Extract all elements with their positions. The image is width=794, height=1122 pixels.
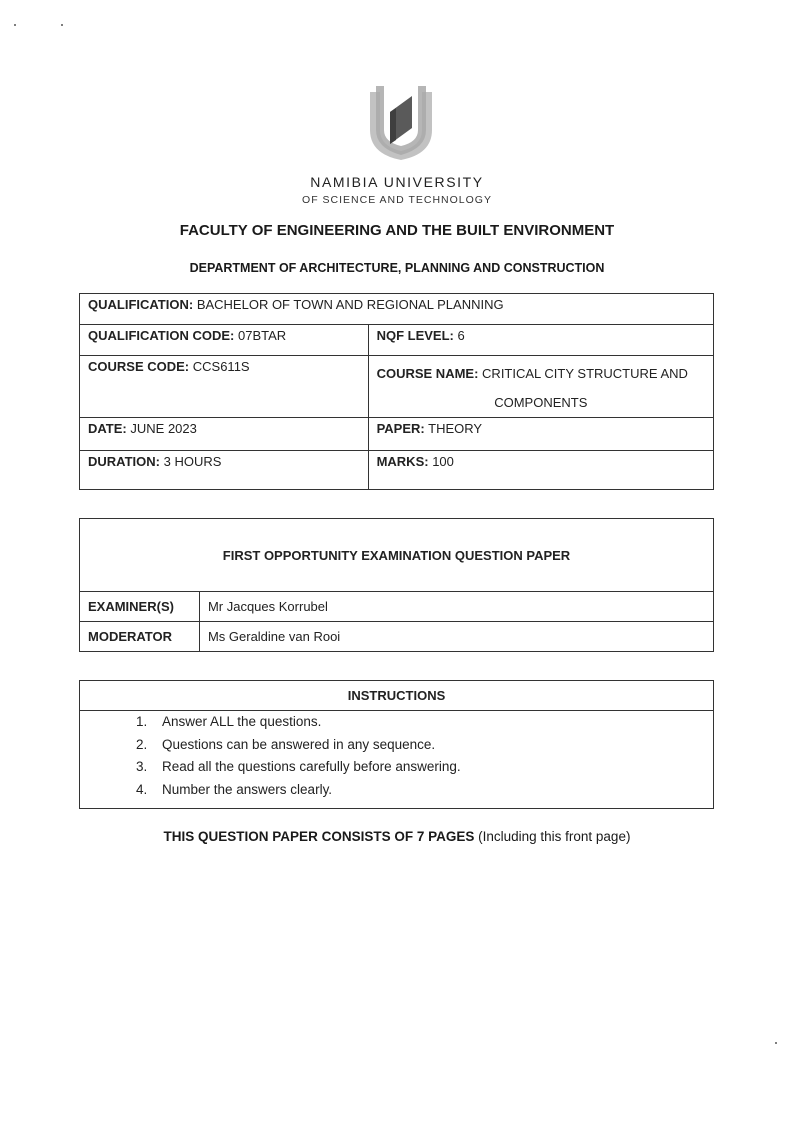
nqf-level-cell: [368, 325, 713, 356]
examination-table: [79, 518, 714, 652]
page-count-normal: (Including this front page): [478, 829, 631, 844]
date-label: DATE:: [88, 421, 127, 436]
examiner-row: [80, 592, 714, 622]
qualification-row: [80, 294, 714, 325]
instructions-list: [80, 711, 713, 801]
course-code-label: COURSE CODE:: [88, 359, 190, 374]
exam-title-row: [80, 519, 714, 592]
page-count-note: [0, 829, 794, 844]
instructions-body-row: [80, 711, 714, 809]
qualification-code-cell: [80, 325, 369, 356]
qualification-code-value: 07BTAR: [237, 328, 287, 343]
duration-label: DURATION:: [88, 454, 160, 469]
instructions-heading: INSTRUCTIONS: [80, 681, 714, 711]
university-name: NAMIBIA UNIVERSITY: [310, 174, 484, 190]
list-item-text: Read all the questions carefully before answering.: [162, 759, 461, 774]
list-item-number: 4.: [136, 781, 148, 797]
course-details-table: [79, 293, 714, 490]
scan-speck: [775, 1042, 777, 1044]
moderator-value: Ms Geraldine van Rooi: [199, 622, 713, 652]
course-name-label: COURSE NAME:: [376, 366, 479, 381]
qualification-cell: [80, 294, 714, 325]
list-item: [136, 756, 713, 779]
exam-title: FIRST OPPORTUNITY EXAMINATION QUESTION PAPER: [80, 519, 714, 592]
list-item-number: 1.: [136, 714, 148, 729]
list-item: [136, 734, 713, 757]
date-row: [80, 418, 714, 451]
instructions-heading-row: [80, 681, 714, 711]
qualification-code-label: QUALIFICATION CODE:: [88, 328, 235, 343]
paper-value: THEORY: [428, 421, 483, 436]
course-name-value-line2: COMPONENTS: [494, 395, 588, 410]
marks-value: 100: [432, 454, 454, 469]
course-code-value: CCS611S: [192, 359, 250, 374]
list-item-number: 2.: [136, 736, 148, 752]
marks-label: MARKS:: [376, 454, 429, 469]
scan-speck: [61, 24, 63, 26]
duration-cell: [80, 451, 369, 490]
date-cell: [80, 418, 369, 451]
university-subtitle: OF SCIENCE AND TECHNOLOGY: [302, 194, 492, 206]
nqf-level-value: 6: [457, 328, 465, 343]
list-item-text: Answer ALL the questions.: [162, 714, 322, 729]
duration-row: [80, 451, 714, 490]
nqf-level-label: NQF LEVEL:: [376, 328, 454, 343]
course-name-value-line1: CRITICAL CITY STRUCTURE AND: [482, 366, 688, 381]
date-value: JUNE 2023: [130, 421, 197, 436]
list-item-number: 3.: [136, 759, 148, 774]
list-item: [136, 711, 713, 734]
page-count-bold: THIS QUESTION PAPER CONSISTS OF 7 PAGES: [163, 829, 475, 844]
moderator-row: [80, 622, 714, 652]
qualification-label: QUALIFICATION:: [88, 297, 194, 312]
university-shield-logo-icon: [366, 82, 436, 162]
paper-label: PAPER:: [376, 421, 425, 436]
scan-speck: [14, 24, 16, 26]
examiner-value: Mr Jacques Korrubel: [199, 592, 713, 622]
qualification-value: BACHELOR OF TOWN AND REGIONAL PLANNING: [196, 297, 504, 312]
course-name-cell: [368, 356, 713, 418]
code-row: [80, 325, 714, 356]
list-item: [136, 779, 713, 802]
instructions-body: [80, 711, 714, 809]
moderator-label: MODERATOR: [80, 622, 200, 652]
paper-cell: [368, 418, 713, 451]
examiner-label: EXAMINER(S): [80, 592, 200, 622]
course-row: [80, 356, 714, 418]
instructions-table: [79, 680, 714, 809]
faculty-title: FACULTY OF ENGINEERING AND THE BUILT ENVIRONMENT: [179, 222, 615, 239]
list-item-text: Questions can be answered in any sequence.: [162, 736, 436, 752]
duration-value: 3 HOURS: [163, 454, 222, 469]
course-code-cell: [80, 356, 369, 418]
marks-cell: [368, 451, 713, 490]
list-item-text: Number the answers clearly.: [162, 781, 333, 797]
department-title: DEPARTMENT OF ARCHITECTURE, PLANNING AND CONSTRUCTION: [189, 261, 605, 275]
